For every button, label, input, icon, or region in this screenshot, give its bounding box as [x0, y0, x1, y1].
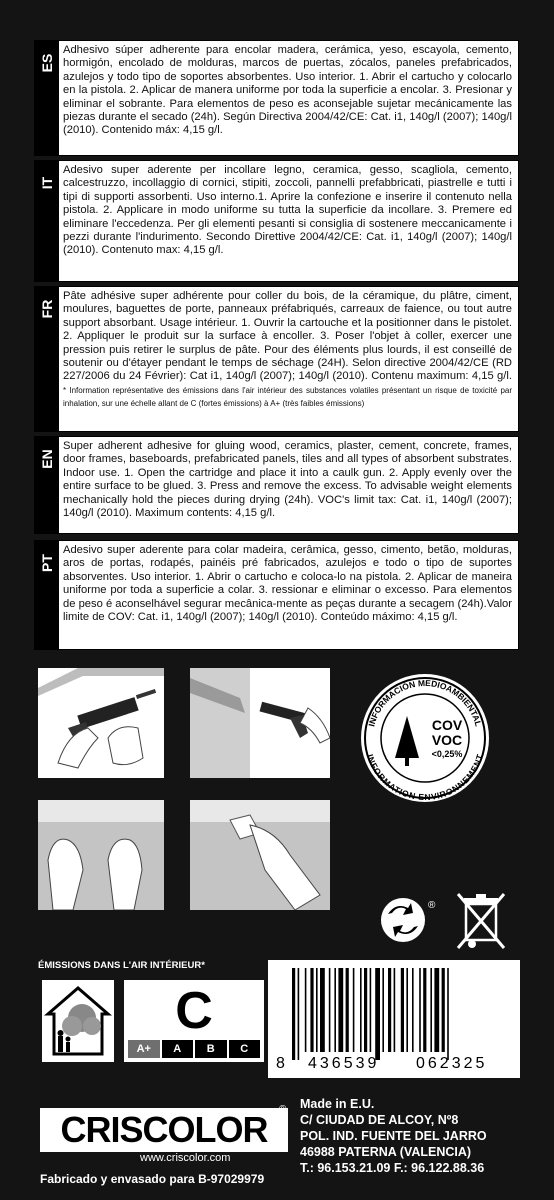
barcode-bar — [401, 968, 404, 1052]
voc-line1: COV — [431, 717, 463, 733]
brand-name-part1: CRIS — [60, 1109, 143, 1150]
barcode-bar — [370, 968, 372, 1052]
barcode-bar — [375, 968, 380, 1060]
address-line3: 46988 PATERNA (VALENCIA) — [300, 1145, 472, 1159]
barcode-right-digits: 062325 — [416, 1055, 488, 1072]
voc-badge-icon — [355, 668, 495, 808]
barcode-left-digits: 436539 — [308, 1055, 380, 1072]
barcode-bar — [423, 968, 426, 1052]
barcode-bar — [320, 968, 325, 1052]
emissions-scale — [128, 1040, 260, 1058]
emissions-title: ÉMISSIONS DANS L'AIR INTÉRIEUR* — [38, 960, 205, 971]
brand-name-part2: COLOR — [142, 1109, 268, 1150]
lang-tab — [35, 41, 59, 155]
lang-text: Adhesivo súper adherente para encolar madera, cerámica, yeso, escayola, cemento, hormigón, encolado de molduras, marcos de puertas, zócalos, paneles prefabricados, azulejos y todo tipo de soportes absorbentes. Uso interior. 1. Abrir el cartucho y colocarlo en la pistola. 2. Aplicar de manera uniforme por toda la superficie a encolar. 3. Presionar y eliminar el sobrante. Para elementos de peso es aconsejable sujetar mecánicamente las piezas durante el secado (24h). Según Directiva 2004/42/CE: Cat. i1, 140g/l (2007); 140g/l (2010). Contenido máx: 4,15 g/l. — [63, 44, 512, 137]
address-block — [300, 1096, 550, 1176]
lang-block-es — [34, 40, 519, 156]
scale-a: A — [162, 1040, 194, 1058]
lang-tab — [35, 287, 59, 431]
lang-code: ES — [39, 53, 55, 73]
press-hands-icon — [38, 800, 164, 910]
barcode-bar — [419, 968, 421, 1052]
barcode-bar — [298, 968, 300, 1060]
barcode-first-digit: 8 — [276, 1055, 285, 1072]
lang-code: EN — [39, 449, 55, 469]
barcode-bar — [394, 968, 396, 1052]
lang-block-it — [34, 160, 519, 282]
barcode-bar — [388, 968, 391, 1052]
emissions-house-panel — [42, 980, 114, 1062]
barcode-bar — [346, 968, 349, 1052]
lang-block-en — [34, 436, 519, 534]
house-icon — [42, 980, 114, 1062]
brand-trademark: ® — [279, 1104, 287, 1115]
wipe-excess-icon — [190, 800, 330, 910]
emissions-label — [38, 958, 268, 1070]
barcode-bar — [430, 968, 432, 1052]
illustration-wipe — [190, 800, 330, 910]
registered-mark: ® — [428, 900, 436, 911]
barcode — [268, 960, 520, 1078]
barcode-bar — [364, 968, 367, 1052]
lang-tab — [35, 437, 59, 533]
barcode-bar — [316, 968, 318, 1052]
lang-text: Adesivo super aderente per incollare legno, ceramica, gesso, scagliola, cemento, calcestruzzo, incollaggio di cornici, stipiti, zoccoli, pannelli prefabbricati, piastrelle e tutti i tipi di supporti assorbenti. Uso interno.1. Aprire la confezione e inserire il contenuto nella pistola. 2. Applicare in modo uniforme su tutta la superficie da incollare. 3. Premere ed eliminare l'eccedenza. Per gli elementi pesanti si consiglia di sostenere meccanicamente i pezzi durante l'indurimento. Secondo Direttive 2004/42/CE: Cat. i1, 140g/l (2007); 140g/l (2010). Contenuto max: 4,15 g/l. — [63, 164, 512, 257]
lang-note: * Information représentative des émissions dans l'air intérieur des substances volatiles présentant un risque de toxicité par inhalation, sur une échelle allant de C (fortes émissions) à A+ (très faibles émissions) — [63, 385, 512, 409]
barcode-bar — [338, 968, 343, 1052]
scale-aplus: A+ — [128, 1040, 160, 1058]
voc-badge — [355, 668, 495, 808]
illustration-apply-molding — [190, 668, 330, 778]
scale-b: B — [195, 1040, 227, 1058]
barcode-bar — [334, 968, 336, 1052]
weee-symbol — [452, 890, 510, 952]
lang-block-fr — [34, 286, 519, 432]
made-in: Made in E.U. — [300, 1097, 375, 1111]
voc-line2: VOC — [431, 732, 463, 748]
brand-logo — [40, 1108, 288, 1152]
scale-c: C — [229, 1040, 261, 1058]
lang-code: PT — [39, 554, 55, 572]
emissions-rating-panel — [124, 980, 264, 1062]
voc-ring-top: INFORMACIÓN MEDIOAMBIENTAL — [366, 677, 484, 728]
barcode-bar — [310, 968, 313, 1052]
barcode-bar — [442, 968, 445, 1052]
barcode-bar — [329, 968, 331, 1052]
barcode-bar — [305, 968, 307, 1052]
lang-tab — [35, 541, 59, 649]
barcode-bar — [292, 968, 295, 1060]
molding-icon — [190, 668, 330, 778]
green-dot-symbol — [378, 895, 428, 945]
voc-line3: <0,25% — [431, 749, 463, 759]
address-phone: T.: 96.153.21.09 F.: 96.122.88.36 — [300, 1161, 485, 1175]
barcode-bar — [434, 968, 439, 1052]
lang-code: FR — [39, 299, 55, 319]
barcode-bar — [412, 968, 414, 1052]
fabricated-text: Fabricado y envasado para B-97029979 — [40, 1172, 265, 1186]
barcode-bar — [353, 968, 355, 1052]
lang-text-main: Pâte adhésive super adhérente pour coller du bois, de la céramique, du plâtre, ciment, moulures, baguettes de porte, panneaux préfabriqués, carreaux de faience, ou tout autre support absorbant. Usage intérieur. 1. Ouvrir la cartouche et la positionner dans le pistolet. 2. Appliquer le produit sur la surface à encoller. 3. Poser l'objet à coller, exercer une pression puis retirer le surplus de pâte. Pour des éléments plus lourds, il est conseillé de soutenir ou d'étayer pendant le temps de séchage (24H). Selon directive 2004/42/CE (RD 227/2006 du 24 Février): Cat i1, 140g/l (2007); 140g/l (2010). Contenu maximum: 4,15 g/l. — [63, 290, 512, 383]
lang-tab — [35, 161, 59, 281]
barcode-bar — [447, 968, 449, 1060]
lang-block-pt — [34, 540, 519, 650]
lang-text: Adesivo super aderente para colar madeira, cerâmica, gesso, cimento, betão, molduras, aros de portas, rodapés, painéis pré fabricados, azulejos e todo o tipo de suportes absorventes. Uso interior. 1. Abrir o cartucho e coloca-lo na pistola. 2. Aplicar de maneira uniforme por toda a superficie a colar. 3. ressionar e eliminar o excesso. Para elementos de peso é aconselhável segurar mecânica-mente as peças durante a secagem (24h).Valor limite de COV: Cat. i1, 140g/l (2007); 140g/l (2010). Conteúdo máximo: 4,15 g/l. — [63, 544, 512, 624]
caulk-gun-icon — [38, 668, 164, 778]
voc-ring-bottom: INFORMATION ENVIRONNEMENT — [365, 753, 485, 803]
barcode-bar — [360, 968, 362, 1052]
emissions-rating: C — [175, 982, 213, 1040]
lang-code: IT — [39, 176, 55, 190]
barcode-bar — [382, 968, 384, 1052]
illustration-press — [38, 800, 164, 910]
crossed-bin-icon — [452, 890, 510, 952]
address-line2: POL. IND. FUENTE DEL JARRO — [300, 1129, 487, 1143]
barcode-bar — [406, 968, 408, 1052]
brand-url: www.criscolor.com — [140, 1152, 231, 1164]
recycle-green-dot-icon — [378, 895, 428, 945]
lang-text: Super adherent adhesive for gluing wood, ceramics, plaster, cement, concrete, frames, door frames, baseboards, prefabricated panels, tiles and all types of absorbent substrates. Indoor use. 1. Open the cartridge and place it into a caulk gun. 2. Apply evenly over the entire surface to be glued. 3. Press and remove the excess. To advisable weight elements mechanically hold the pieces during drying (24h). VOC's limit tax: Cat. i1, 140g/l (2007); 140g/l (2010). Maximum contents: 4,15 g/l. — [63, 440, 512, 520]
lang-text — [63, 290, 512, 411]
address-line1: C/ CIUDAD DE ALCOY, Nº8 — [300, 1113, 459, 1127]
illustration-caulk-gun — [38, 668, 164, 778]
